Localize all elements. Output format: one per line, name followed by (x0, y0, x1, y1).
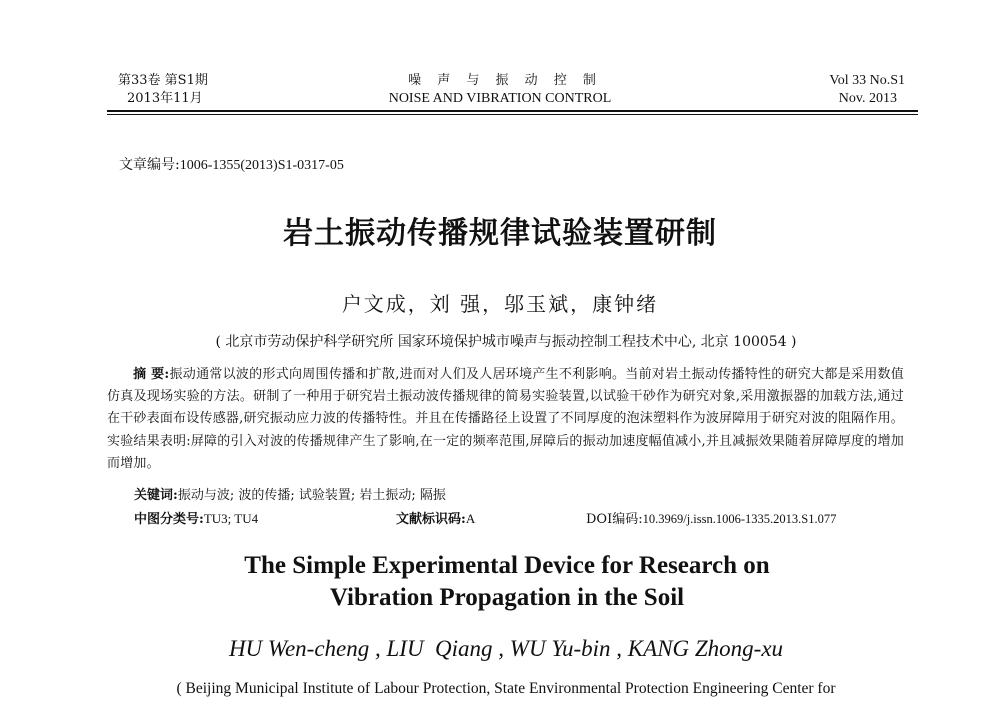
clc-label: 中图分类号: (134, 512, 204, 527)
clc-value: TU3; TU4 (203, 511, 259, 526)
authors-cn: 户文成，刘 强，邬玉斌，康钟绪 (341, 292, 659, 316)
article-number-value: 1006-1355(2013)S1-0317-05 (179, 158, 344, 173)
affiliation-cn: ( 北京市劳动保护科学研究所 国家环境保护城市噪声与振动控制工程技术中心, 北京 100054 ) (215, 334, 797, 350)
header-journal-cn: 噪 声 与 振 动 控 制 (408, 73, 602, 88)
affiliation-en: ( Beijing Municipal Institute of Labour Protection, State Environmental Protection Engineering Center for (176, 680, 836, 697)
doc-code-line (396, 508, 475, 527)
title-cn: 岩土振动传播规律试验装置研制 (283, 216, 717, 251)
authors-en: HU Wen-cheng , LIU Qiang , WU Yu-bin , KANG Zhong-xu (228, 636, 784, 661)
clc-line (134, 508, 258, 527)
title-en-line2: Vibration Propagation in the Soil (329, 584, 685, 611)
header-date-cn: 2013年11月 (127, 91, 203, 106)
abstract-text: 振动通常以波的形式向周围传播和扩散,进而对人们及人居环境产生不利影响。当前对岩土振动传播特性的研究大都是采用数值仿真及现场实验的方法。研制了一种用于研究岩土振动波传播规律的简易实验装置,以试验干砂作为研究对象,采用激振器的加载方法,通过在干砂表面布设传感器,研究振动应力波的传播特性。并且在传播路径上设置了不同厚度的泡沫塑料作为波屏障用于研究对波的阻隔作用。实验结果表明:屏障的引入对波的传播规律产生了影响,在一定的频率范围,屏障后的振动加速度幅值减小,并且减振效果随着屏障厚度的增加而增加。 (107, 367, 904, 471)
doc-code-value: A (465, 511, 476, 526)
title-en-line1: The Simple Experimental Device for Research on (244, 552, 770, 579)
doi-line (586, 508, 836, 527)
article-number-label: 文章编号: (119, 157, 180, 173)
keywords-label: 关键词: (134, 488, 178, 503)
keywords-line (134, 484, 446, 503)
article-number (119, 154, 344, 174)
header-volume-issue: 第33卷 第S1期 (118, 73, 208, 88)
header-rule-top (107, 110, 918, 112)
doi-label: DOI编码: (586, 512, 643, 527)
doi-value: 10.3969/j.issn.1006-1335.2013.S1.077 (642, 512, 837, 526)
doc-code-label: 文献标识码: (396, 512, 466, 527)
keywords-value: 振动与波; 波的传播; 试验装置; 岩土振动; 隔振 (177, 488, 446, 503)
header-volume-en: Vol 33 No.S1 (829, 73, 905, 88)
abstract-label: 摘 要: (133, 367, 170, 382)
title-en (0, 550, 1000, 614)
abstract-cn (107, 364, 904, 475)
header-rule-bottom (107, 114, 918, 115)
header-date-en: Nov. 2013 (838, 91, 897, 106)
header-journal-en: NOISE AND VIBRATION CONTROL (388, 91, 612, 106)
